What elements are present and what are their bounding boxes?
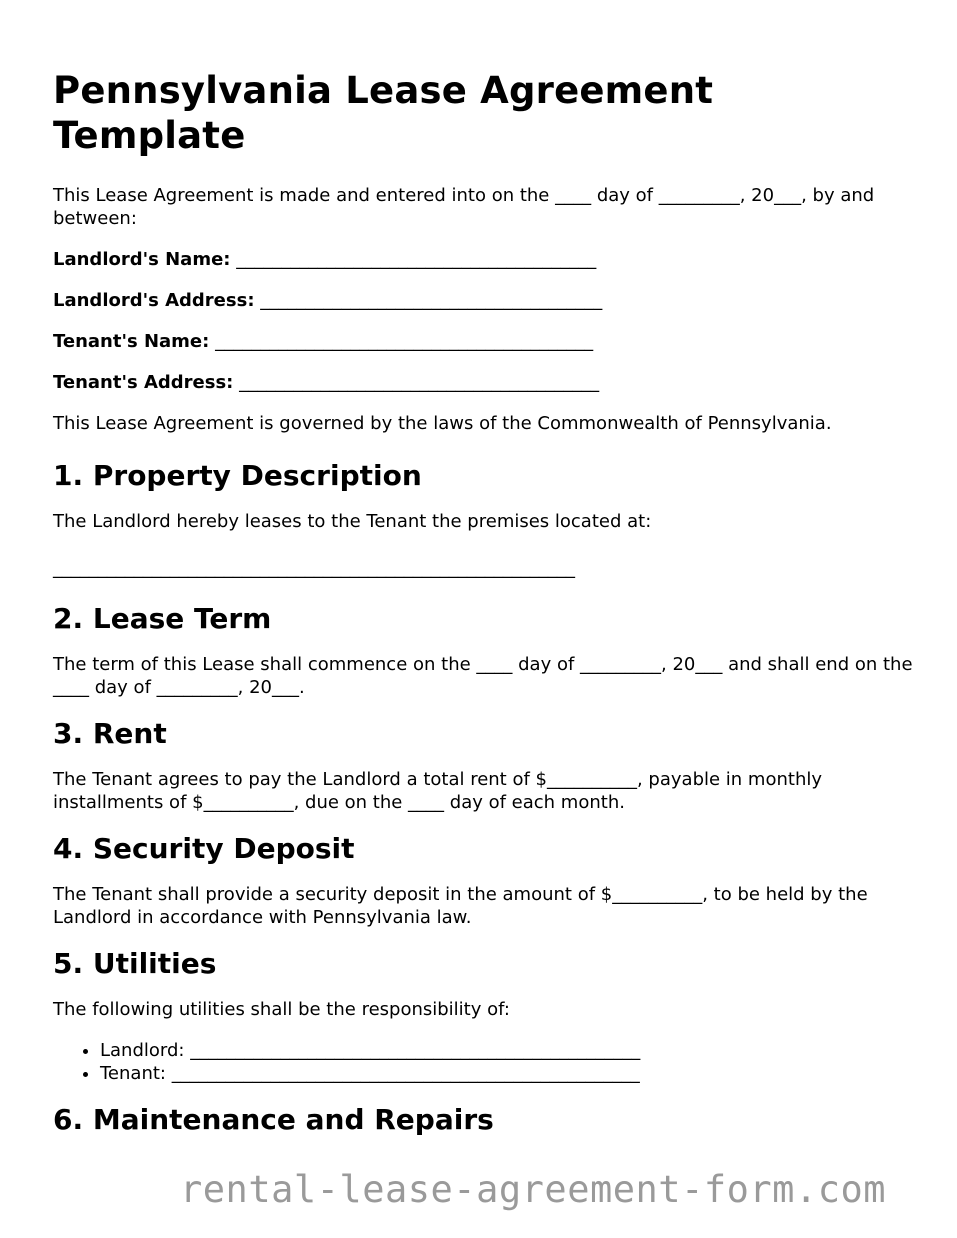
document-page	[53, 68, 913, 1154]
section-heading-utilities: 5. Utilities	[53, 947, 217, 980]
landlord-address-field	[53, 289, 913, 312]
deposit-paragraph: The Tenant shall provide a security deposit in the amount of $__________, to be held by the Landlord in accordance with Pennsylvania law.	[53, 884, 868, 928]
section-heading-rent: 3. Rent	[53, 717, 167, 750]
field-label: Landlord's Address:	[53, 290, 255, 311]
property-paragraph: The Landlord hereby leases to the Tenant the premises located at:	[53, 511, 652, 532]
utilities-list	[53, 1039, 913, 1085]
utilities-paragraph: The following utilities shall be the responsibility of:	[53, 999, 510, 1020]
fill-line: ______________________________________	[260, 290, 603, 311]
property-address-line: __________________________________________________________	[53, 558, 575, 579]
section-heading-property: 1. Property Description	[53, 459, 422, 492]
fill-line: ________________________________________	[236, 249, 597, 270]
landlord-name-field	[53, 248, 913, 271]
document-title: Pennsylvania Lease Agreement Template	[53, 69, 714, 157]
governing-law-paragraph: This Lease Agreement is governed by the laws of the Commonwealth of Pennsylvania.	[53, 413, 832, 434]
section-heading-maintenance: 6. Maintenance and Repairs	[53, 1103, 494, 1136]
watermark: rental-lease-agreement-form.com	[180, 1168, 887, 1211]
list-item: • Landlord: __________________________________________________	[100, 1039, 913, 1062]
fill-line: ________________________________________	[239, 372, 600, 393]
fill-line: __________________________________________	[215, 331, 594, 352]
field-label: Landlord's Name:	[53, 249, 231, 270]
term-paragraph: The term of this Lease shall commence on the ____ day of _________, 20___ and shall end on the ____ day of _________, 20___.	[53, 654, 913, 698]
tenant-name-field	[53, 330, 913, 353]
list-item: • Tenant: ____________________________________________________	[100, 1062, 913, 1085]
rent-paragraph: The Tenant agrees to pay the Landlord a total rent of $__________, payable in monthly installments of $__________, due on the ____ day of each month.	[53, 769, 822, 813]
field-label: Tenant's Address:	[53, 372, 234, 393]
section-heading-term: 2. Lease Term	[53, 602, 272, 635]
field-label: Tenant's Name:	[53, 331, 210, 352]
tenant-address-field	[53, 371, 913, 394]
intro-paragraph: This Lease Agreement is made and entered into on the ____ day of _________, 20___, by and between:	[53, 185, 875, 229]
section-heading-deposit: 4. Security Deposit	[53, 832, 355, 865]
